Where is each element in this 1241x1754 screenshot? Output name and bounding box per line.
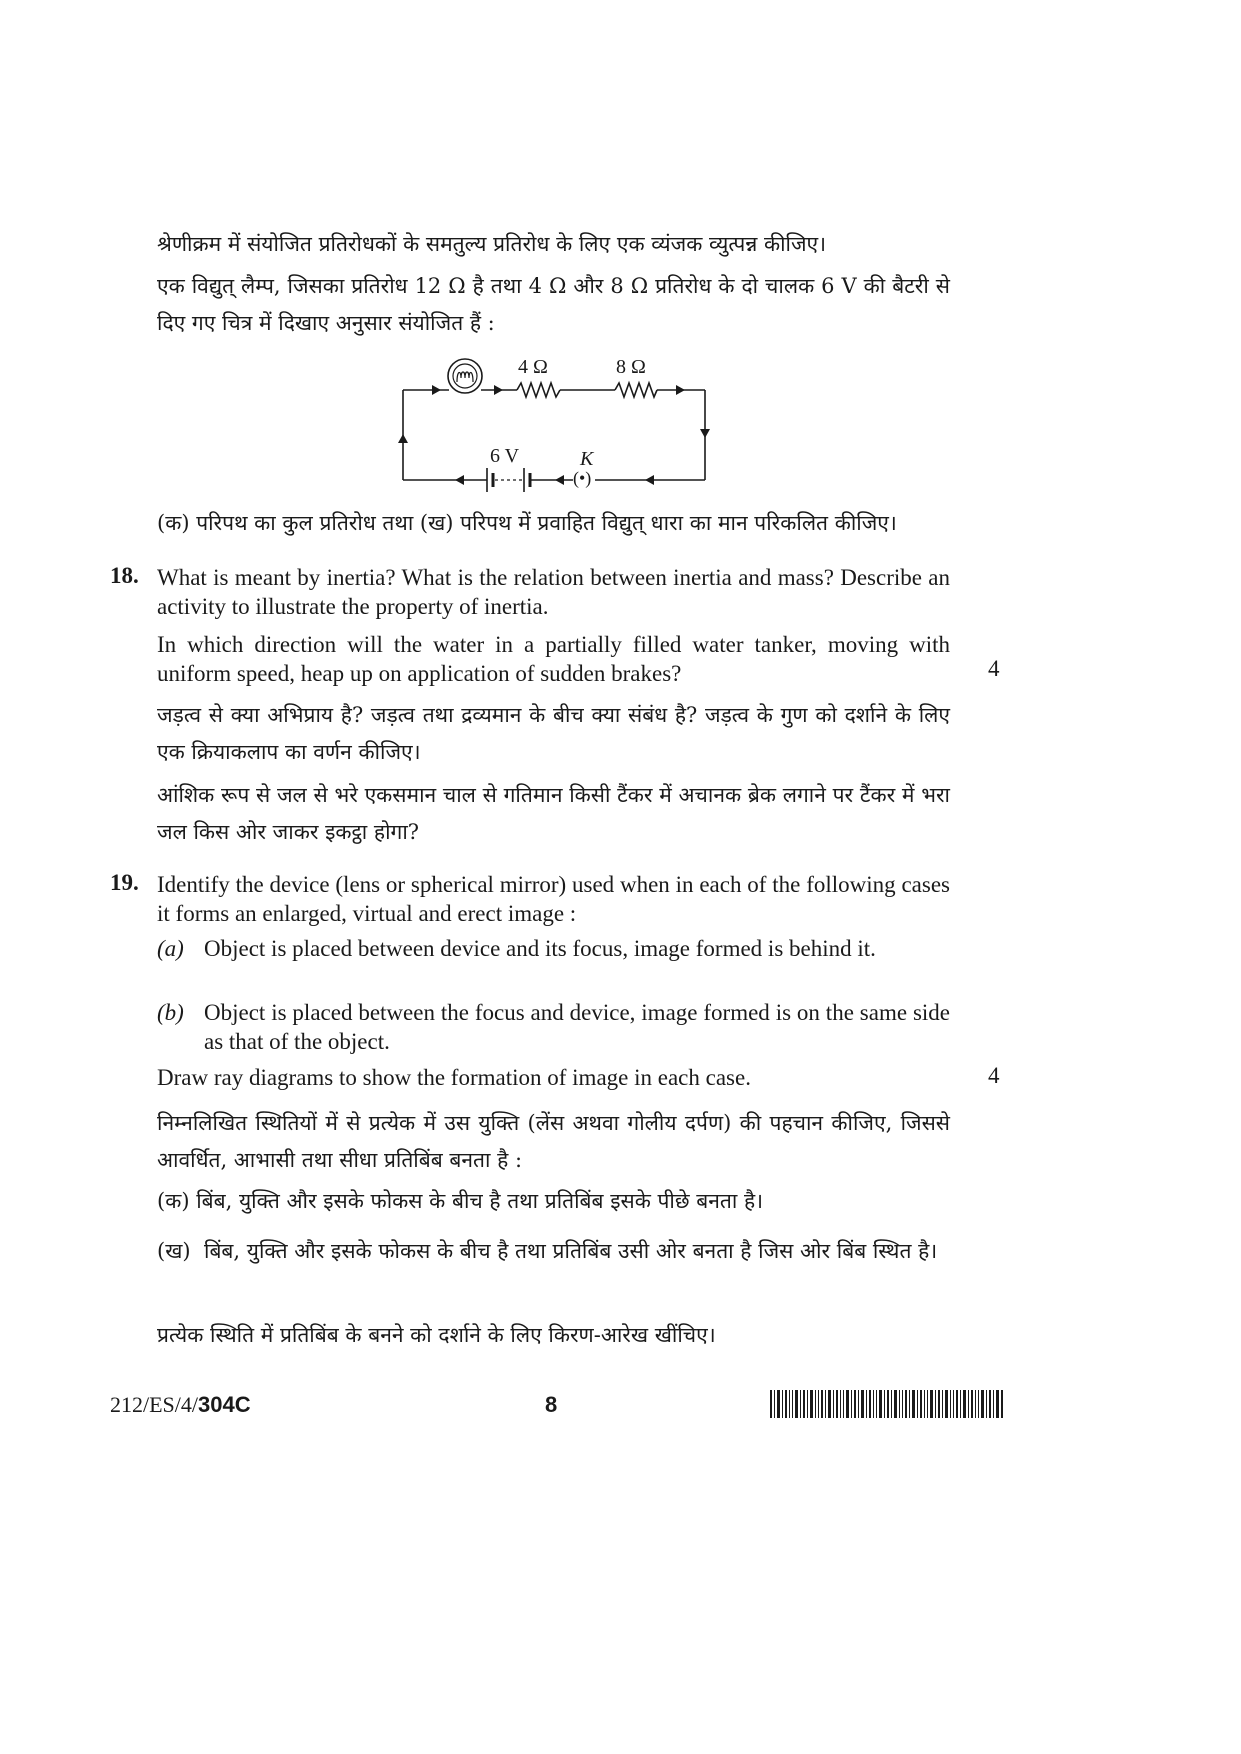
resistor-1-label: 4 Ω	[518, 356, 548, 378]
battery-label: 6 V	[490, 445, 520, 467]
q18-hindi-part2: आंशिक रूप से जल से भरे एकसमान चाल से गतिमान किसी टैंकर में अचानक ब्रेक लगाने पर टैंकर में भरा जल किस ओर जाकर इकट्ठा होगा?	[157, 783, 950, 844]
marks: 4	[988, 1063, 1000, 1088]
current-arrow-icon	[555, 475, 564, 485]
q19-hindi-intro: निम्नलिखित स्थितियों में से प्रत्येक में उस युक्ति (लेंस अथवा गोलीय दर्पण) की पहचान कीजिए, जिससे आवर्धित, आभासी तथा सीधा प्रतिबिंब बनता है :	[157, 1111, 950, 1172]
key-symbol: (•)	[573, 468, 592, 488]
question-number: 19.	[110, 870, 139, 895]
barcode	[770, 1390, 1004, 1418]
paper-code-prefix: 212/ES/4/	[110, 1392, 199, 1417]
key-label: K	[580, 448, 594, 470]
current-arrow-icon	[455, 475, 464, 485]
option-a-label: (a)	[157, 936, 184, 961]
battery-icon	[487, 468, 530, 492]
question-number: 18.	[110, 563, 139, 588]
resistor-2-label: 8 Ω	[616, 356, 646, 378]
option-b-text: Object is placed between the focus and device, image formed is on the same side as that of the object.	[204, 1000, 950, 1054]
q19-hindi-option-b-label: (ख)	[157, 1239, 191, 1263]
lamp-circuit-description: एक विद्युत् लैम्प, जिसका प्रतिरोध 12 Ω है तथा 4 Ω और 8 Ω प्रतिरोध के दो चालक 6 V की बैटरी से दिए गए चित्र में दिखाए अनुसार संयोजित हैं :	[157, 274, 950, 335]
option-a-text: Object is placed between device and its focus, image formed is behind it.	[204, 936, 876, 961]
paper-code	[110, 1392, 251, 1418]
q18-english-part1: What is meant by inertia? What is the relation between inertia and mass? Describe an activity to illustrate the property of inertia.	[157, 565, 950, 619]
current-arrow-icon	[494, 385, 503, 395]
q19-english-intro: Identify the device (lens or spherical mirror) used when in each of the following cases it forms an enlarged, virtual and erect image :	[157, 872, 950, 926]
paper-code-suffix: 304C	[198, 1392, 251, 1417]
q18-english-part2: In which direction will the water in a partially filled water tanker, moving with uniform speed, heap up on application of sudden brakes?	[157, 632, 950, 686]
calculate-instruction: (क) परिपथ का कुल प्रतिरोध तथा (ख) परिपथ में प्रवाहित विद्युत् धारा का मान परिकलित कीजिए।	[157, 511, 897, 535]
option-b-label: (b)	[157, 1000, 184, 1025]
q18-hindi-part1: जड़त्व से क्या अभिप्राय है? जड़त्व तथा द्रव्यमान के बीच क्या संबंध है? जड़त्व के गुण को दर्शाने के लिए एक क्रियाकलाप का वर्णन कीजिए।	[157, 703, 950, 764]
q19-hindi-draw-instruction: प्रत्येक स्थिति में प्रतिबिंब के बनने को दर्शाने के लिए किरण-आरेख खींचिए।	[157, 1323, 716, 1347]
q19-hindi-option-a: (क) बिंब, युक्ति और इसके फोकस के बीच है तथा प्रतिबिंब इसके पीछे बनता है।	[157, 1189, 764, 1213]
page-number: 8	[545, 1392, 558, 1417]
marks: 4	[988, 656, 1000, 681]
q19-draw-instruction: Draw ray diagrams to show the formation of image in each case.	[157, 1065, 751, 1090]
current-arrow-icon	[398, 434, 408, 443]
resistor-8-ohm	[615, 383, 657, 397]
current-arrow-icon	[645, 475, 654, 485]
circuit-diagram	[395, 350, 715, 495]
resistor-4-ohm	[517, 383, 560, 397]
current-arrow-icon	[676, 385, 685, 395]
derive-expression-text: श्रेणीक्रम में संयोजित प्रतिरोधकों के समतुल्य प्रतिरोध के लिए एक व्यंजक व्युत्पन्न कीजिए।	[157, 232, 827, 256]
current-arrow-icon	[700, 429, 710, 438]
current-arrow-icon	[432, 385, 441, 395]
lamp-icon	[448, 359, 482, 393]
q19-hindi-option-b: बिंब, युक्ति और इसके फोकस के बीच है तथा प्रतिबिंब उसी ओर बनता है जिस ओर बिंब स्थित है।	[204, 1239, 938, 1263]
